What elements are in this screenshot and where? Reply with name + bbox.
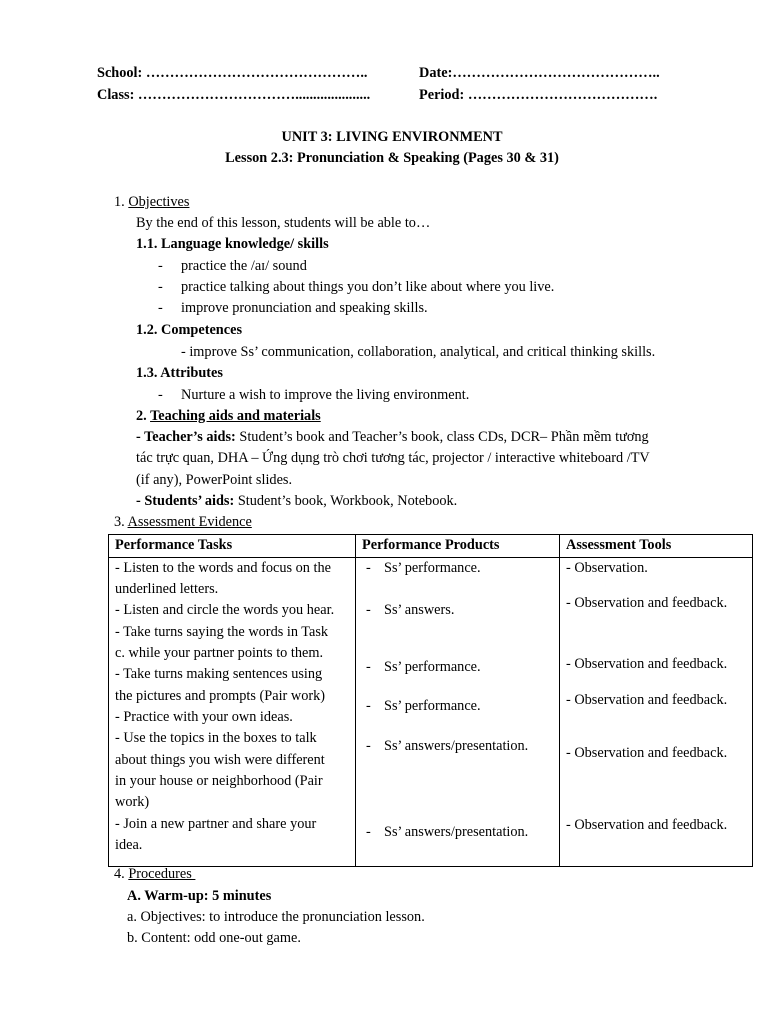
school-dots: ……………………………………….. <box>145 65 368 81</box>
product-item <box>366 736 528 757</box>
tool-item: - Observation and feedback. <box>566 656 728 672</box>
table-row <box>109 558 753 867</box>
school-label: School: <box>97 65 143 81</box>
teacher-aids <box>136 427 649 448</box>
tools-cell <box>560 558 753 867</box>
task-line: in your house or neighborhood (Pair <box>115 773 323 789</box>
students-aids-label: - Students’ aids: <box>136 493 235 509</box>
section-title: Objectives <box>128 194 190 210</box>
class-label: Class: <box>97 87 135 103</box>
attribute-item: Nurture a wish to improve the living environment. <box>181 387 470 403</box>
product-dash: - <box>366 738 371 754</box>
bullet-dash: - <box>158 258 163 274</box>
product-item <box>366 696 481 717</box>
product-item <box>366 558 481 579</box>
section-title: Procedures <box>128 866 196 882</box>
column-header: Performance Products <box>356 535 560 558</box>
column-header: Performance Tasks <box>109 535 356 558</box>
class-field <box>97 85 370 106</box>
date-label: Date: <box>419 65 453 81</box>
period-field <box>419 85 657 106</box>
students-aids <box>136 491 457 512</box>
period-dots: …………………………………. <box>467 87 658 103</box>
task-line: underlined letters. <box>115 581 219 597</box>
bullet-dash: - <box>158 279 163 295</box>
teacher-aids-text: Student’s book and Teacher’s book, class CDs, DCR– Phần mềm tương <box>235 429 649 445</box>
task-line: work) <box>115 794 150 810</box>
skill-item: practice talking about things you don’t like about where you live. <box>181 279 555 295</box>
objectives-intro: By the end of this lesson, students will be able to… <box>136 215 431 231</box>
unit-title: UNIT 3: LIVING ENVIRONMENT <box>281 129 503 145</box>
products-cell <box>356 558 560 867</box>
product-text: Ss’ performance. <box>384 560 481 576</box>
task-line: - Listen to the words and focus on the <box>115 560 331 576</box>
task-line: - Practice with your own ideas. <box>115 709 293 725</box>
attributes-heading: 1.3. Attributes <box>136 365 223 381</box>
product-item <box>366 822 528 843</box>
task-line: - Listen and circle the words you hear. <box>115 602 335 618</box>
task-line: the pictures and prompts (Pair work) <box>115 688 326 704</box>
teacher-aids-line3: (if any), PowerPoint slides. <box>136 472 293 488</box>
section-number: 4. <box>114 866 125 882</box>
task-line: idea. <box>115 837 143 853</box>
product-text: Ss’ answers/presentation. <box>384 738 529 754</box>
teaching-aids-heading <box>136 406 321 427</box>
task-line: - Take turns saying the words in Task <box>115 624 329 640</box>
task-line: - Take turns making sentences using <box>115 666 323 682</box>
table-header-row <box>109 535 753 558</box>
tool-item: - Observation and feedback. <box>566 595 728 611</box>
task-line: - Join a new partner and share your <box>115 816 317 832</box>
section-number: 3. <box>114 514 125 530</box>
product-dash: - <box>366 659 371 675</box>
product-dash: - <box>366 602 371 618</box>
skill-item: improve pronunciation and speaking skills. <box>181 300 428 316</box>
section-number: 2. <box>136 408 147 424</box>
school-field <box>97 63 367 84</box>
assessment-table <box>108 534 753 867</box>
objectives-heading <box>114 192 189 213</box>
tool-item: - Observation. <box>566 560 648 576</box>
tasks-cell <box>109 558 356 867</box>
product-dash: - <box>366 560 371 576</box>
column-header: Assessment Tools <box>560 535 753 558</box>
date-field <box>419 63 660 84</box>
competence-item: - improve Ss’ communication, collaboration, analytical, and critical thinking skills. <box>181 344 656 360</box>
task-line: about things you wish were different <box>115 752 325 768</box>
procedures-heading <box>114 864 195 885</box>
section-title: Assessment Evidence <box>127 514 252 530</box>
teacher-aids-label: - Teacher’s aids: <box>136 429 236 445</box>
period-label: Period: <box>419 87 465 103</box>
tool-item: - Observation and feedback. <box>566 692 728 708</box>
product-item <box>366 657 481 678</box>
tool-item: - Observation and feedback. <box>566 817 728 833</box>
product-text: Ss’ answers. <box>384 602 455 618</box>
product-item <box>366 600 454 621</box>
class-dots: ……………………………..................... <box>137 87 371 103</box>
task-line: - Use the topics in the boxes to talk <box>115 730 317 746</box>
lesson-title: Lesson 2.3: Pronunciation & Speaking (Pages 30 & 31) <box>225 150 559 166</box>
task-line: c. while your partner points to them. <box>115 645 324 661</box>
product-text: Ss’ performance. <box>384 698 481 714</box>
competences-heading: 1.2. Competences <box>136 322 243 338</box>
section-number: 1. <box>114 194 125 210</box>
warmup-content: b. Content: odd one-out game. <box>127 930 301 946</box>
assessment-heading <box>114 512 252 533</box>
skill-item: practice the /aɪ/ sound <box>181 258 307 274</box>
warmup-heading: A. Warm-up: 5 minutes <box>127 888 272 904</box>
section-title: Teaching aids and materials <box>150 408 321 424</box>
product-text: Ss’ performance. <box>384 659 481 675</box>
language-skills-heading: 1.1. Language knowledge/ skills <box>136 236 329 252</box>
bullet-dash: - <box>158 387 163 403</box>
product-dash: - <box>366 824 371 840</box>
teacher-aids-line2: tác trực quan, DHA – Ứng dụng trò chơi tương tác, projector / interactive whiteboard /TV <box>136 450 650 466</box>
warmup-objectives: a. Objectives: to introduce the pronunciation lesson. <box>127 909 425 925</box>
product-text: Ss’ answers/presentation. <box>384 824 529 840</box>
date-dots: …………………………………….. <box>452 65 660 81</box>
students-aids-text: Student’s book, Workbook, Notebook. <box>234 493 458 509</box>
bullet-dash: - <box>158 300 163 316</box>
tool-item: - Observation and feedback. <box>566 745 728 761</box>
product-dash: - <box>366 698 371 714</box>
